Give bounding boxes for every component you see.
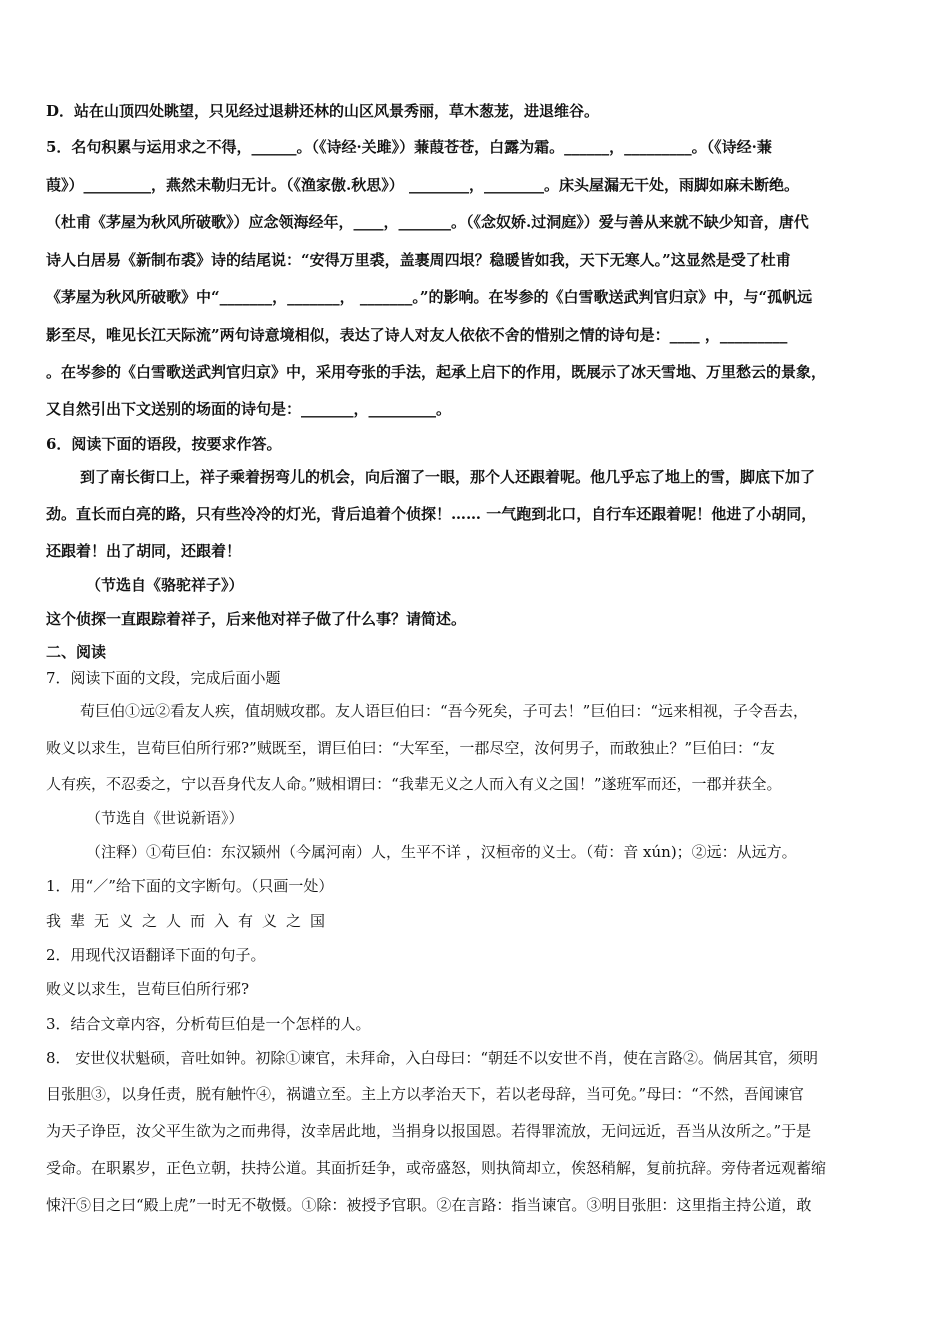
q7-sub-question-1: 1．用“／”给下面的文字断句。（只画一处） bbox=[46, 877, 334, 895]
q7-passage-line-3: 人有疾，不忍委之，宁以吾身代友人命。”贼相谓曰：“我辈无义之人而入有义之国！”遂班军而还，一郡并获全。 bbox=[46, 775, 782, 793]
q6-passage-line-3: 还跟着！出了胡同，还跟着！ bbox=[46, 542, 242, 560]
q7-heading: 7．阅读下面的文段，完成后面小题 bbox=[46, 669, 281, 687]
q6-heading: 6．阅读下面的语段，按要求作答。 bbox=[46, 435, 282, 453]
section-heading-reading: 二、阅读 bbox=[46, 643, 107, 661]
q5-line-1: 5．名句积累与运用求之不得，______。（《诗经·关雎》）蒹葭苍苍，白露为霜。______，_________。（《诗经·蒹 bbox=[46, 138, 772, 156]
q7-source: （节选自《世说新语》） bbox=[86, 809, 244, 827]
q5-line-4: 诗人白居易《新制布裘》诗的结尾说：“安得万里裘，盖裹周四垠？稳暖皆如我，天下无寒人。”这显然是受了杜甫 bbox=[46, 251, 791, 269]
q5-line-3: （杜甫《茅屋为秋风所破歌》）应念领海经年，____，_______。（《念奴娇.过洞庭》）爱与善从来就不缺少知音，唐代 bbox=[46, 213, 809, 231]
q7-sentence-to-punctuate: 我辈无义之人而入有义之国 bbox=[46, 912, 335, 930]
q5-line-8: 又自然引出下文送别的场面的诗句是：_______，_________。 bbox=[46, 400, 452, 418]
q6-passage-line-1: 到了南长街口上，祥子乘着拐弯儿的机会，向后溜了一眼，那个人还跟着呢。他几乎忘了地上的雪，脚底下加了 bbox=[80, 468, 816, 486]
q7-sub-question-2: 2．用现代汉语翻译下面的句子。 bbox=[46, 946, 266, 964]
q5-line-7: 。在岑参的《白雪歌送武判官归京》中，采用夸张的手法，起承上启下的作用，既展示了冰天雪地、万里愁云的景象， bbox=[46, 363, 827, 381]
q5-line-5: 《茅屋为秋风所破歌》中“_______，_______， _______。”的影响。在岑参的《白雪歌送武判官归京》中，与“孤帆远 bbox=[46, 288, 813, 306]
q7-sub-question-3: 3．结合文章内容，分析荀巨伯是一个怎样的人。 bbox=[46, 1015, 371, 1033]
q5-line-6: 影至尽，唯见长江天际流”两句诗意境相似，表达了诗人对友人依依不舍的惜别之情的诗句是：____ ，_________ bbox=[46, 326, 788, 344]
q6-question: 这个侦探一直跟踪着祥子，后来他对祥子做了什么事？请简述。 bbox=[46, 610, 467, 628]
q8-passage-line-2: 目张胆③，以身任责，脱有触忤④，祸谴立至。主上方以孝治天下，若以老母辞，当可免。”母曰：“不然，吾闻谏官 bbox=[46, 1085, 804, 1103]
q7-annotation: （注释）①荀巨伯：东汉颍州（今属河南）人，生平不详 ，汉桓帝的义士。（荀：音 xún)；②远：从远方。 bbox=[86, 843, 797, 861]
q8-passage-line-3: 为天子诤臣，汝父平生欲为之而弗得，汝幸居此地，当捐身以报国恩。若得罪流放，无问远近，吾当从汝所之。”于是 bbox=[46, 1122, 812, 1140]
q7-passage-line-2: 败义以求生，岂荀巨伯所行邪?”贼既至，谓巨伯曰：“大军至，一郡尽空，汝何男子，而敢独止？”巨伯曰：“友 bbox=[46, 739, 775, 757]
q6-source: （节选自《骆驼祥子》） bbox=[86, 576, 244, 594]
q6-passage-line-2: 劲。直长而白亮的路，只有些冷冷的灯光，背后追着个侦探！…… 一气跑到北口，自行车还跟着呢！他进了小胡同， bbox=[46, 505, 817, 523]
q8-passage-line-1: 8． 安世仪状魁硕，音吐如钟。初除①谏官，未拜命，入白母曰：“朝廷不以安世不肖，使在言路②。倘居其官，须明 bbox=[46, 1049, 818, 1067]
q7-passage-line-1: 荀巨伯①远②看友人疾，值胡贼攻郡。友人语巨伯曰：“吾今死矣，子可去！”巨伯曰：“远来相视，子令吾去， bbox=[80, 702, 809, 720]
q4-option-d: D．站在山顶四处眺望，只见经过退耕还林的山区风景秀丽，草木葱茏，进退维谷。 bbox=[46, 102, 600, 120]
q8-passage-line-4: 受命。在职累岁，正色立朝，扶持公道。其面折廷争，或帝盛怒，则执简却立，俟怒稍解，复前抗辞。旁侍者远观蓄缩 bbox=[46, 1159, 827, 1177]
q8-passage-line-5: 悚汗⑤目之曰“殿上虎”一时无不敬慑。①除：被授予官职。②在言路：指当谏官。③明目张胆：这里指主持公道，敢 bbox=[46, 1196, 812, 1214]
q5-line-2: 葭》）_________，燕然未勒归无计。（《渔家傲.秋思》） ________，________。床头屋漏无干处，雨脚如麻未断绝。 bbox=[46, 176, 799, 194]
q7-sentence-to-translate: 败义以求生，岂荀巨伯所行邪? bbox=[46, 980, 250, 998]
